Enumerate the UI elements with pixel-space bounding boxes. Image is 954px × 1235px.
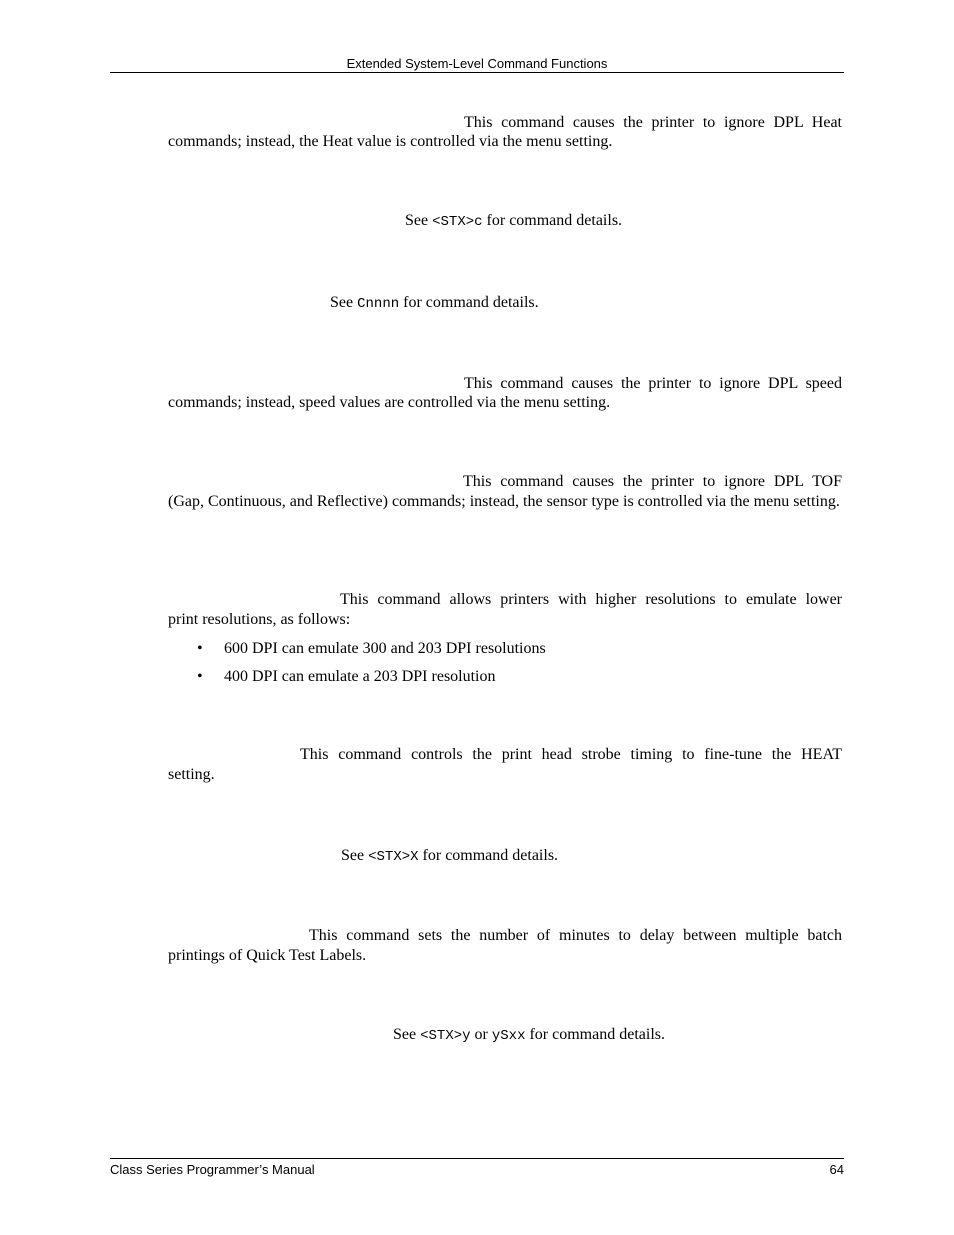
strobe-line1: This command controls the print head strobe timing to fine-tune the HEAT: [300, 746, 842, 763]
command-code: <STX>y: [420, 1028, 471, 1044]
header-rule: [110, 72, 844, 73]
bullet-mark: •: [197, 668, 203, 685]
footer-rule: [110, 1158, 844, 1159]
footer-page-number: 64: [829, 1162, 844, 1177]
tof-line1: This command causes the printer to ignore DPL TOF: [463, 473, 842, 490]
stx-y-reference: [393, 1025, 665, 1046]
heat-rest: commands; instead, the Heat value is controlled via the menu setting.: [168, 133, 613, 150]
stx-c-reference: [405, 211, 622, 232]
strobe-rest: setting.: [168, 766, 215, 783]
details-text: for command details.: [525, 1026, 665, 1043]
footer-manual-title: Class Series Programmer’s Manual: [110, 1162, 315, 1177]
command-code: Cnnnn: [357, 296, 400, 312]
cnnnn-reference: [330, 293, 539, 314]
bullet-item: 400 DPI can emulate a 203 DPI resolution: [224, 668, 496, 685]
or-text: or: [470, 1026, 492, 1043]
details-text: for command details.: [399, 294, 539, 311]
see-text: See: [330, 294, 358, 311]
delay-line1: This command sets the number of minutes to delay between multiple batch: [309, 927, 842, 944]
speed-line1: This command causes the printer to ignore DPL speed: [464, 375, 842, 392]
resolution-line1: This command allows printers with higher resolutions to emulate lower: [340, 591, 842, 608]
details-text: for command details.: [482, 212, 623, 229]
command-code-alt: ySxx: [491, 1028, 526, 1044]
page-header-title: Extended System-Level Command Functions: [346, 56, 608, 71]
speed-rest: commands; instead, speed values are controlled via the menu setting.: [168, 394, 611, 411]
bullet-item: 600 DPI can emulate 300 and 203 DPI resolutions: [224, 640, 546, 657]
delay-rest: printings of Quick Test Labels.: [168, 947, 367, 964]
stx-x-reference: [341, 846, 558, 867]
command-code: <STX>c: [432, 214, 483, 230]
heat-line1: This command causes the printer to ignore DPL Heat: [464, 114, 842, 131]
command-code: <STX>X: [368, 849, 419, 865]
details-text: for command details.: [418, 847, 559, 864]
see-text: See: [393, 1026, 421, 1043]
tof-rest: (Gap, Continuous, and Reflective) commands; instead, the sensor type is controlled via the menu setting.: [168, 493, 840, 510]
see-text: See: [405, 212, 433, 229]
see-text: See: [341, 847, 369, 864]
bullet-mark: •: [197, 640, 203, 657]
resolution-rest: print resolutions, as follows:: [168, 611, 351, 628]
